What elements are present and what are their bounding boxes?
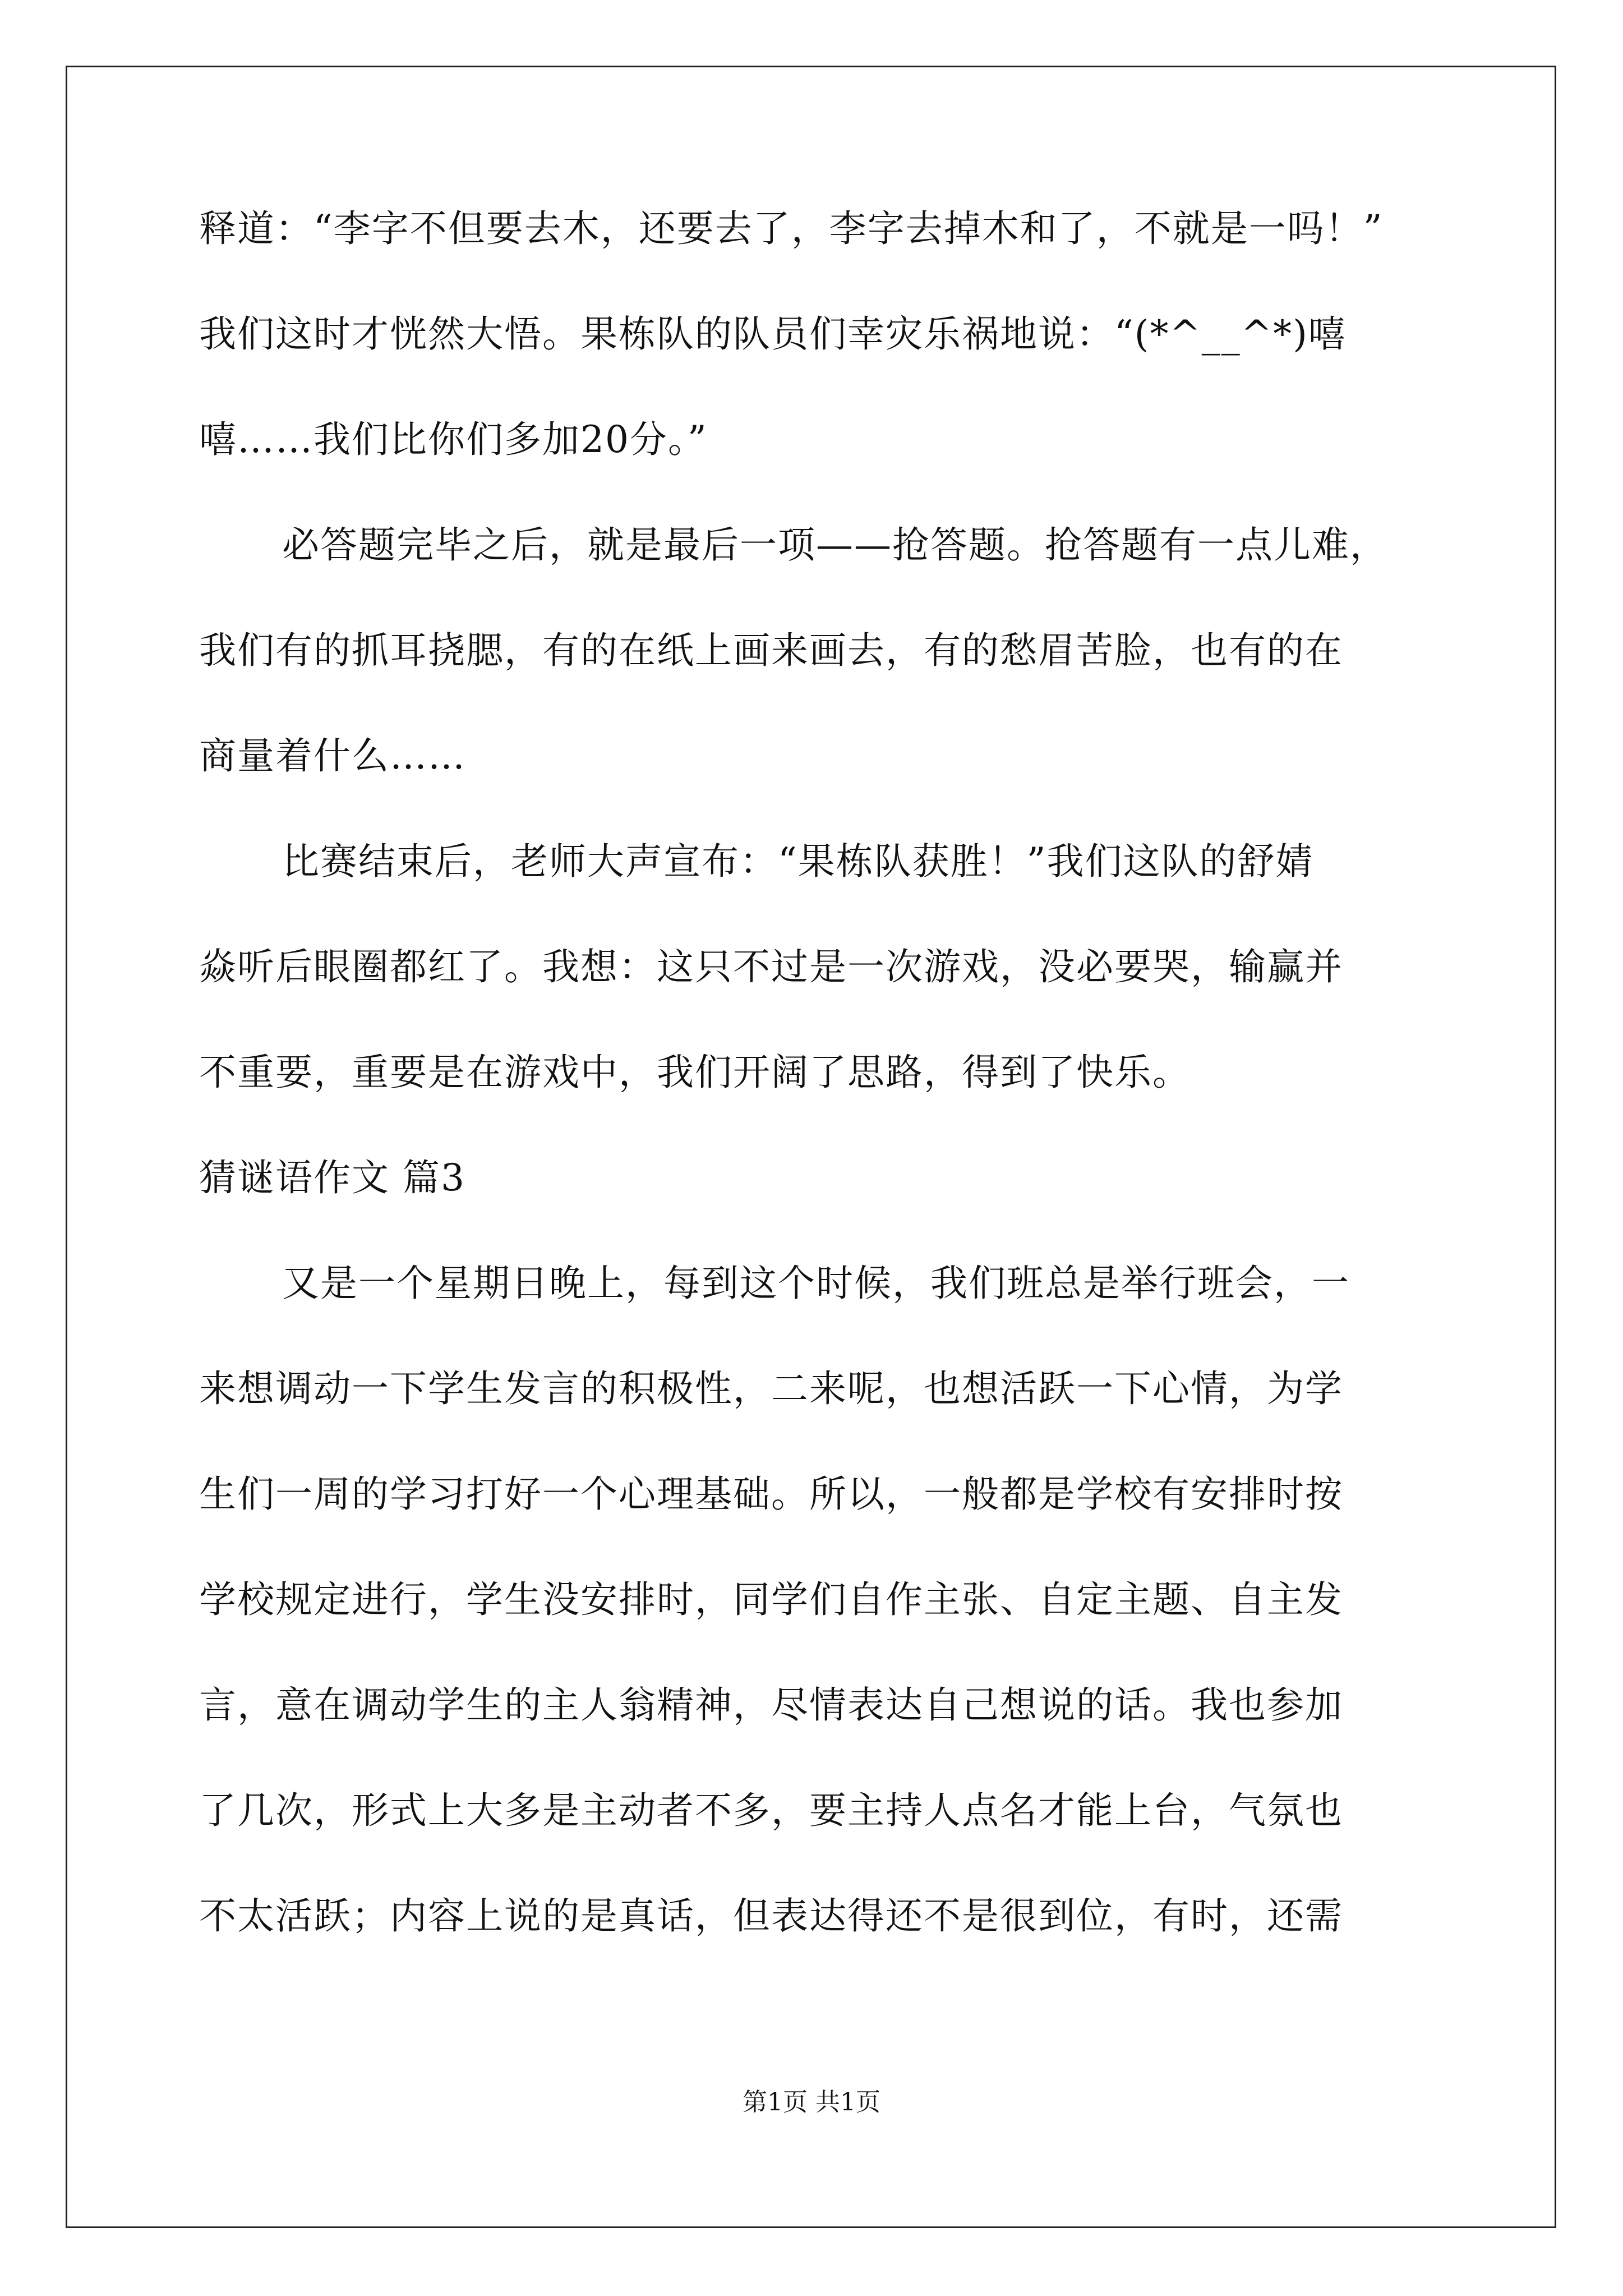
paragraph-line: 不重要，重要是在游戏中，我们开阔了思路，得到了快乐。: [199, 1051, 1191, 1094]
paragraph-line: 来想调动一下学生发言的积极性，二来呢，也想活跃一下心情，为学: [199, 1367, 1343, 1410]
paragraph-line: 生们一周的学习打好一个心理基础。所以，一般都是学校有安排时按: [199, 1473, 1343, 1516]
paragraph-line: 释道：“李字不但要去木，还要去了，李字去掉木和了，不就是一吗！”: [199, 207, 1384, 250]
paragraph-line: 了几次，形式上大多是主动者不多，要主持人点名才能上台，气氛也: [199, 1789, 1343, 1832]
paragraph-line: 比赛结束后，老师大声宣布：“果栋队获胜！”我们这队的舒婧: [282, 840, 1314, 883]
page-footer: 第1页 共1页: [743, 2088, 880, 2116]
paragraph-line: 商量着什么……: [199, 734, 466, 777]
paragraph-line: 言，意在调动学生的主人翁精神，尽情表达自己想说的话。我也参加: [199, 1683, 1343, 1727]
paragraph-line: 学校规定进行，学生没安排时，同学们自作主张、自定主题、自主发: [199, 1578, 1343, 1621]
section-heading: 猜谜语作文 篇3: [199, 1156, 465, 1199]
paragraph-line: 我们有的抓耳挠腮，有的在纸上画来画去，有的愁眉苦脸，也有的在: [199, 629, 1343, 672]
paragraph-line: 焱听后眼圈都红了。我想：这只不过是一次游戏，没必要哭，输赢并: [199, 945, 1343, 988]
paragraph-line: 嘻……我们比你们多加20分。”: [199, 418, 708, 461]
paragraph-line: 不太活跃；内容上说的是真话，但表达得还不是很到位，有时，还需: [199, 1894, 1343, 1938]
paragraph-line: 必答题完毕之后，就是最后一项——抢答题。抢答题有一点儿难，: [282, 523, 1388, 567]
document-body: [199, 201, 1433, 1994]
paragraph-line: 又是一个星期日晚上，每到这个时候，我们班总是举行班会，一: [282, 1262, 1350, 1305]
paragraph-line: 我们这时才恍然大悟。果栋队的队员们幸灾乐祸地说：“(*^__^*)嘻: [199, 312, 1347, 356]
